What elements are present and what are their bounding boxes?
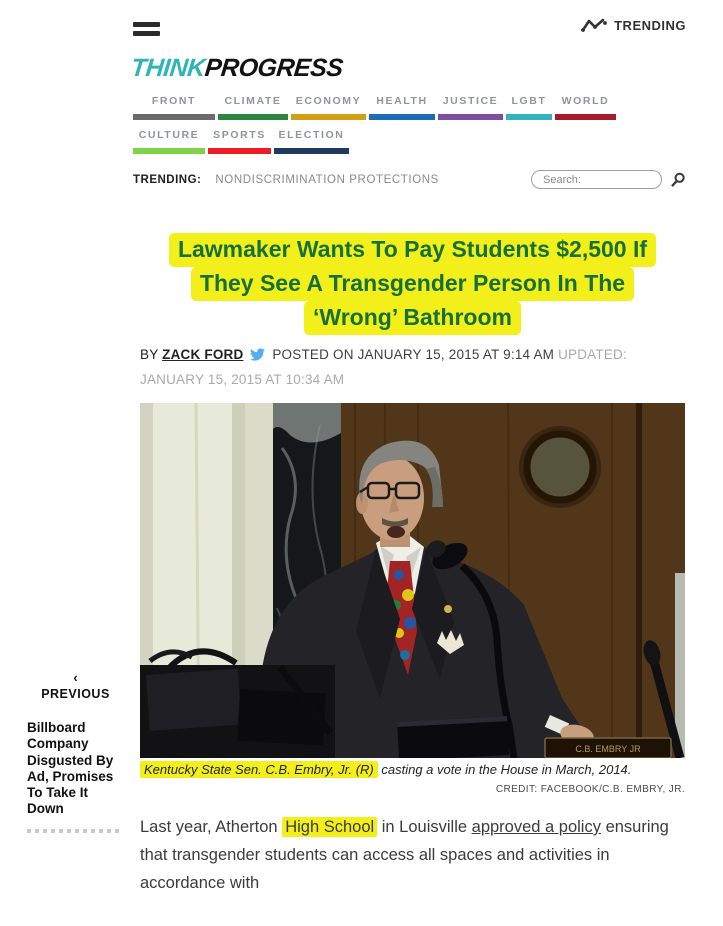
caption-highlight: Kentucky State Sen. C.B. Embry, Jr. (R)	[140, 761, 378, 778]
logo-progress: PROGRESS	[203, 54, 345, 82]
nav-color-bar	[555, 114, 616, 120]
nav-item-climate[interactable]: CLIMATE	[218, 95, 288, 120]
trending-label: TRENDING:	[133, 173, 202, 186]
nav-item-sports[interactable]: SPORTS	[208, 129, 271, 154]
nav-color-bar	[218, 114, 288, 120]
nav-color-bar	[208, 148, 271, 154]
previous-divider	[27, 829, 122, 833]
headline-line: They See A Transgender Person In The	[191, 267, 634, 301]
twitter-icon[interactable]	[250, 345, 265, 368]
nav-item-health[interactable]: HEALTH	[369, 95, 435, 120]
primary-nav	[133, 95, 616, 154]
headline-line: ‘Wrong’ Bathroom	[304, 301, 521, 335]
byline	[140, 343, 688, 391]
nav-color-bar	[369, 114, 435, 120]
thinkprogress-logo[interactable]	[129, 54, 344, 83]
photo-caption	[140, 761, 685, 779]
policy-link[interactable]: approved a policy	[471, 818, 601, 836]
nav-row-2	[133, 129, 616, 154]
nav-item-lgbt[interactable]: LGBT	[506, 95, 552, 120]
body-text: in Louisville	[377, 818, 472, 836]
logo-think: THINK	[129, 54, 207, 82]
body-highlight: High School	[282, 817, 377, 837]
nav-item-justice[interactable]: JUSTICE	[438, 95, 503, 120]
nav-color-bar	[506, 114, 552, 120]
byline-posted: POSTED ON JANUARY 15, 2015 AT 9:14 AM	[272, 347, 555, 362]
article-headline	[140, 233, 685, 335]
hamburger-bar	[133, 22, 160, 27]
trending-top-label: TRENDING	[614, 18, 686, 33]
body-text: ensuring that transgender students can access all spaces and activities in accordance with	[140, 818, 669, 892]
photo-nameplate-text: C.B. EMBRY JR	[575, 744, 641, 754]
headline-line: Lawmaker Wants To Pay Students $2,500 If	[169, 233, 656, 267]
nav-item-election[interactable]: ELECTION	[274, 129, 349, 154]
nav-item-world[interactable]: WORLD	[555, 95, 616, 120]
byline-updated: UPDATED: JANUARY 15, 2015 AT 10:34 AM	[140, 347, 627, 387]
article-paragraph	[140, 813, 688, 897]
byline-by: BY	[140, 347, 159, 362]
previous-label[interactable]: PREVIOUS	[41, 687, 110, 701]
photo-illustration	[140, 403, 685, 758]
menu-hamburger-icon[interactable]	[133, 22, 160, 40]
previous-article-nav	[27, 672, 124, 833]
nav-color-bar	[291, 114, 366, 120]
nav-color-bar	[133, 114, 215, 120]
hamburger-bar	[133, 31, 160, 36]
article-photo	[140, 403, 685, 758]
nav-item-culture[interactable]: CULTURE	[133, 129, 205, 154]
nav-row-1	[133, 95, 616, 120]
nav-item-economy[interactable]: ECONOMY	[291, 95, 366, 120]
trending-chart-icon	[581, 17, 607, 34]
nav-color-bar	[133, 148, 205, 154]
author-link[interactable]: ZACK FORD	[162, 347, 244, 362]
nav-color-bar	[274, 148, 349, 154]
search-input[interactable]	[531, 170, 662, 189]
search-icon[interactable]	[671, 172, 686, 187]
nav-item-front[interactable]: FRONT	[133, 95, 215, 120]
caption-rest: casting a vote in the House in March, 2014.	[381, 762, 632, 777]
nav-color-bar	[438, 114, 503, 120]
photo-credit: CREDIT: FACEBOOK/C.B. EMBRY, JR.	[495, 784, 685, 795]
body-text: Last year, Atherton	[140, 818, 283, 836]
trending-bar	[133, 170, 686, 189]
previous-chevron-icon[interactable]: ‹	[73, 670, 78, 685]
previous-article-title[interactable]: Billboard Company Disgusted By Ad, Promises To Take It Down	[27, 720, 114, 817]
trending-topic-link[interactable]: NONDISCRIMINATION PROTECTIONS	[215, 173, 439, 186]
search-area	[531, 170, 686, 189]
trending-top-button[interactable]	[581, 17, 686, 34]
